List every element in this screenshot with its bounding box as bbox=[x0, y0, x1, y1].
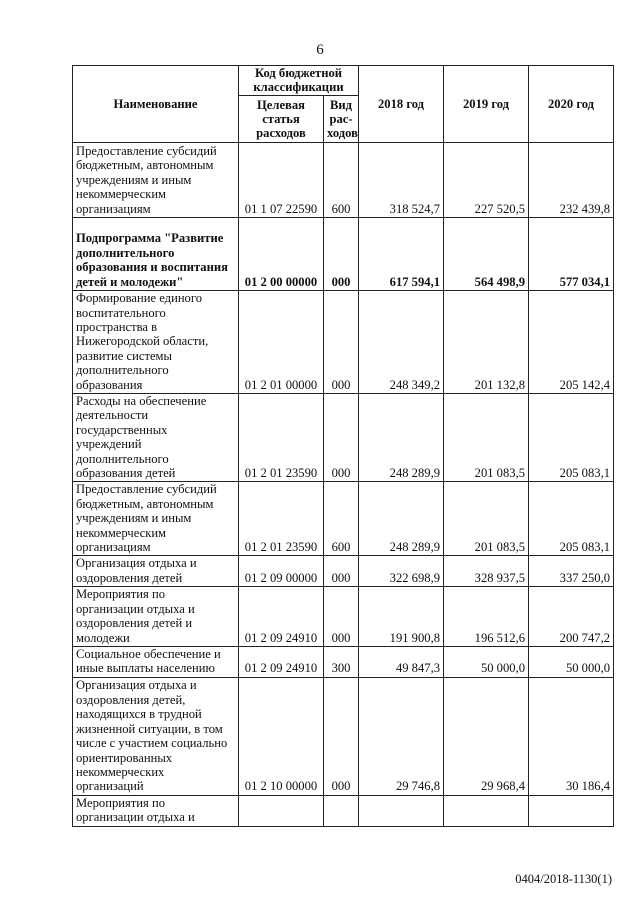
row-2018-value-cell: 248 349,2 bbox=[359, 291, 444, 394]
row-2019-value-cell: 196 512,6 bbox=[444, 587, 529, 647]
row-2020-value-cell: 205 142,4 bbox=[529, 291, 614, 394]
row-expense-type-cell bbox=[324, 795, 359, 826]
row-expense-type-cell: 000 bbox=[324, 556, 359, 587]
table-row bbox=[73, 587, 614, 647]
row-expense-type-cell: 600 bbox=[324, 482, 359, 556]
row-2018-value-cell: 318 524,7 bbox=[359, 143, 444, 218]
row-target-item-cell: 01 2 01 23590 bbox=[239, 394, 324, 482]
table-row bbox=[73, 143, 614, 218]
row-expense-type-cell: 000 bbox=[324, 394, 359, 482]
row-2019-value-cell: 564 498,9 bbox=[444, 218, 529, 291]
row-target-item-cell: 01 2 00 00000 bbox=[239, 218, 324, 291]
header-name: Наименование bbox=[73, 66, 239, 143]
header-code-group: Код бюджетной классификации bbox=[239, 66, 359, 96]
row-name-cell: Организация отдыха и оздоровления детей bbox=[73, 556, 239, 587]
header-target-item: Целевая статья расходов bbox=[239, 96, 324, 143]
row-target-item-cell: 01 2 01 23590 bbox=[239, 482, 324, 556]
table-row bbox=[73, 677, 614, 795]
row-name-cell: Социальное обеспечение и иные выплаты населению bbox=[73, 646, 239, 677]
row-name-cell: Формирование единого воспитательного пространства в Нижегородской области, развитие системы дополнительного образования bbox=[73, 291, 239, 394]
row-2018-value-cell: 49 847,3 bbox=[359, 646, 444, 677]
row-name-cell: Мероприятия по организации отдыха и оздоровления детей и молодежи bbox=[73, 587, 239, 647]
row-name-cell: Предоставление субсидий бюджетным, автономным учреждениям и иным некоммерческим организациям bbox=[73, 143, 239, 218]
row-2020-value-cell: 577 034,1 bbox=[529, 218, 614, 291]
row-name-cell: Подпрограмма "Развитие дополнительного образования и воспитания детей и молодежи" bbox=[73, 218, 239, 291]
row-2019-value-cell: 328 937,5 bbox=[444, 556, 529, 587]
row-target-item-cell: 01 1 07 22590 bbox=[239, 143, 324, 218]
header-year-2019: 2019 год bbox=[444, 66, 529, 143]
table-row bbox=[73, 218, 614, 291]
table-row bbox=[73, 394, 614, 482]
table-row bbox=[73, 556, 614, 587]
table-row bbox=[73, 482, 614, 556]
row-name-cell: Организация отдыха и оздоровления детей, находящихся в трудной жизненной ситуации, в том числе с участием социально ориентированных некоммерческих организаций bbox=[73, 677, 239, 795]
row-2019-value-cell: 201 083,5 bbox=[444, 394, 529, 482]
row-name-cell: Предоставление субсидий бюджетным, автономным учреждениям и иным некоммерческим организациям bbox=[73, 482, 239, 556]
row-2020-value-cell: 232 439,8 bbox=[529, 143, 614, 218]
row-2018-value-cell: 617 594,1 bbox=[359, 218, 444, 291]
table-row bbox=[73, 795, 614, 826]
row-target-item-cell bbox=[239, 795, 324, 826]
row-target-item-cell: 01 2 09 00000 bbox=[239, 556, 324, 587]
table-row bbox=[73, 291, 614, 394]
row-2020-value-cell: 200 747,2 bbox=[529, 587, 614, 647]
row-2019-value-cell: 29 968,4 bbox=[444, 677, 529, 795]
row-expense-type-cell: 600 bbox=[324, 143, 359, 218]
row-2020-value-cell: 50 000,0 bbox=[529, 646, 614, 677]
table-body bbox=[73, 143, 614, 827]
row-2020-value-cell: 205 083,1 bbox=[529, 394, 614, 482]
row-expense-type-cell: 000 bbox=[324, 677, 359, 795]
header-year-2018: 2018 год bbox=[359, 66, 444, 143]
table-header bbox=[73, 66, 614, 143]
row-2020-value-cell: 30 186,4 bbox=[529, 677, 614, 795]
row-expense-type-cell: 000 bbox=[324, 291, 359, 394]
row-target-item-cell: 01 2 09 24910 bbox=[239, 587, 324, 647]
budget-table bbox=[72, 65, 614, 827]
row-2019-value-cell: 50 000,0 bbox=[444, 646, 529, 677]
header-expense-type: Вид рас-ходов bbox=[324, 96, 359, 143]
header-year-2020: 2020 год bbox=[529, 66, 614, 143]
row-target-item-cell: 01 2 01 00000 bbox=[239, 291, 324, 394]
row-expense-type-cell: 000 bbox=[324, 218, 359, 291]
row-2019-value-cell: 201 132,8 bbox=[444, 291, 529, 394]
page-number: 6 bbox=[316, 42, 324, 58]
row-2019-value-cell: 201 083,5 bbox=[444, 482, 529, 556]
row-2020-value-cell bbox=[529, 795, 614, 826]
row-target-item-cell: 01 2 10 00000 bbox=[239, 677, 324, 795]
row-target-item-cell: 01 2 09 24910 bbox=[239, 646, 324, 677]
row-expense-type-cell: 000 bbox=[324, 587, 359, 647]
row-name-cell: Мероприятия по организации отдыха и bbox=[73, 795, 239, 826]
table-row bbox=[73, 646, 614, 677]
row-name-cell: Расходы на обеспечение деятельности государственных учреждений дополнительного образования детей bbox=[73, 394, 239, 482]
row-2018-value-cell: 191 900,8 bbox=[359, 587, 444, 647]
row-expense-type-cell: 300 bbox=[324, 646, 359, 677]
row-2020-value-cell: 205 083,1 bbox=[529, 482, 614, 556]
row-2020-value-cell: 337 250,0 bbox=[529, 556, 614, 587]
row-2018-value-cell: 248 289,9 bbox=[359, 394, 444, 482]
row-2018-value-cell: 29 746,8 bbox=[359, 677, 444, 795]
row-2018-value-cell bbox=[359, 795, 444, 826]
document-code: 0404/2018-1130(1) bbox=[515, 872, 612, 886]
row-2018-value-cell: 322 698,9 bbox=[359, 556, 444, 587]
row-2019-value-cell bbox=[444, 795, 529, 826]
row-2018-value-cell: 248 289,9 bbox=[359, 482, 444, 556]
row-2019-value-cell: 227 520,5 bbox=[444, 143, 529, 218]
